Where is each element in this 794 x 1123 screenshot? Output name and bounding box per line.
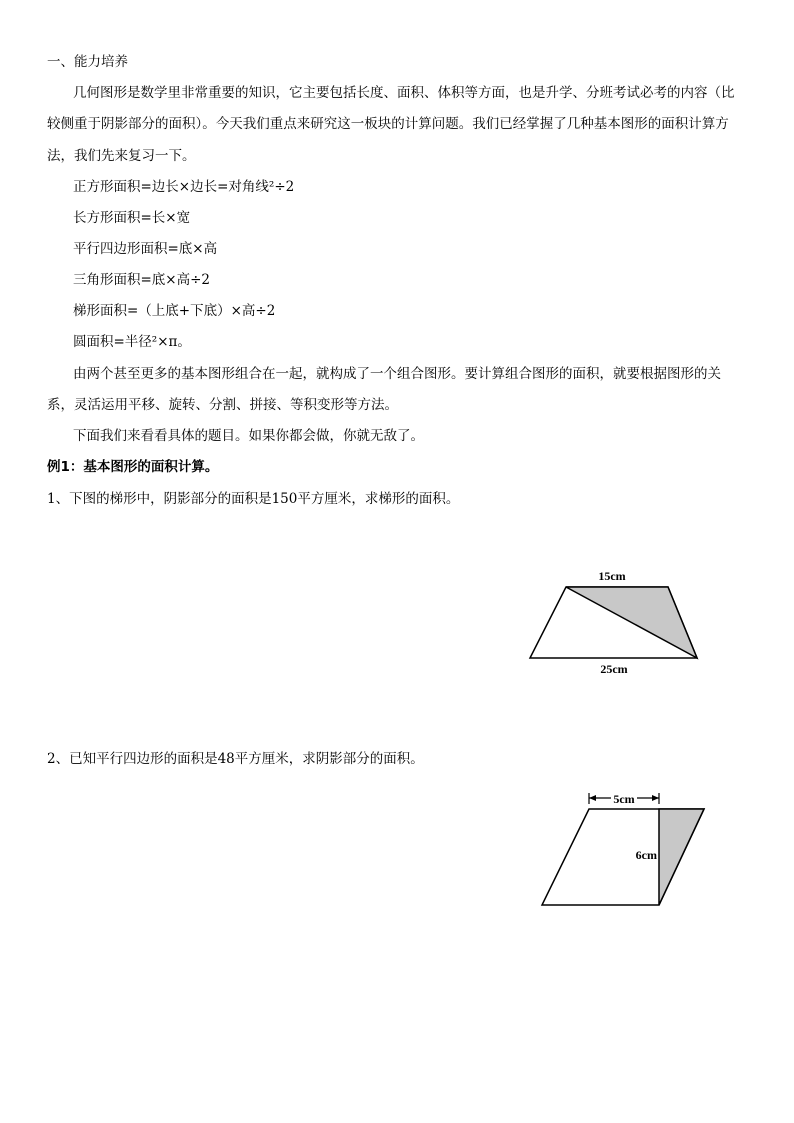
formula-parallelogram: 平行四边形面积=底×高 bbox=[73, 241, 218, 257]
intro-line-3: 法，我们先来复习一下。 bbox=[47, 148, 196, 164]
section-title: 一、能力培养 bbox=[47, 54, 128, 70]
arrow-left-icon bbox=[589, 795, 596, 801]
problem-1-text: 1、下图的梯形中，阴影部分的面积是150平方厘米，求梯形的面积。 bbox=[47, 491, 460, 507]
parallelogram-height-label: 6cm bbox=[635, 848, 657, 862]
formula-rectangle: 长方形面积=长×宽 bbox=[73, 210, 191, 226]
formula-circle: 圆面积=半径²×π。 bbox=[73, 334, 191, 350]
problem-2-text: 2、已知平行四边形的面积是48平方厘米，求阴影部分的面积。 bbox=[47, 751, 424, 767]
trapezoid-top-label: 15cm bbox=[598, 569, 626, 583]
composite-line-2: 系，灵活运用平移、旋转、分割、拼接、等积变形等方法。 bbox=[47, 397, 398, 413]
parallelogram-figure bbox=[530, 785, 720, 915]
parallelogram-shaded-triangle bbox=[659, 809, 704, 905]
arrow-right-icon bbox=[652, 795, 659, 801]
formula-triangle: 三角形面积=底×高÷2 bbox=[73, 272, 211, 288]
closing-text: 下面我们来看看具体的题目。如果你都会做，你就无敌了。 bbox=[73, 428, 424, 444]
intro-line-1: 几何图形是数学里非常重要的知识，它主要包括长度、面积、体积等方面，也是升学、分班考试必考的内容（比 bbox=[73, 85, 735, 101]
formula-square: 正方形面积=边长×边长=对角线²÷2 bbox=[73, 179, 295, 195]
parallelogram-width-label: 5cm bbox=[613, 792, 635, 806]
example-heading: 例1：基本图形的面积计算。 bbox=[47, 459, 219, 475]
composite-line-1: 由两个甚至更多的基本图形组合在一起，就构成了一个组合图形。要计算组合图形的面积，就要根据图形的关 bbox=[73, 366, 721, 382]
trapezoid-figure bbox=[520, 560, 710, 680]
formula-trapezoid: 梯形面积=（上底+下底）×高÷2 bbox=[73, 303, 276, 319]
trapezoid-bottom-label: 25cm bbox=[600, 662, 628, 676]
intro-line-2: 较侧重于阴影部分的面积）。今天我们重点来研究这一板块的计算问题。我们已经掌握了几种基本图形的面积计算方 bbox=[47, 116, 729, 132]
